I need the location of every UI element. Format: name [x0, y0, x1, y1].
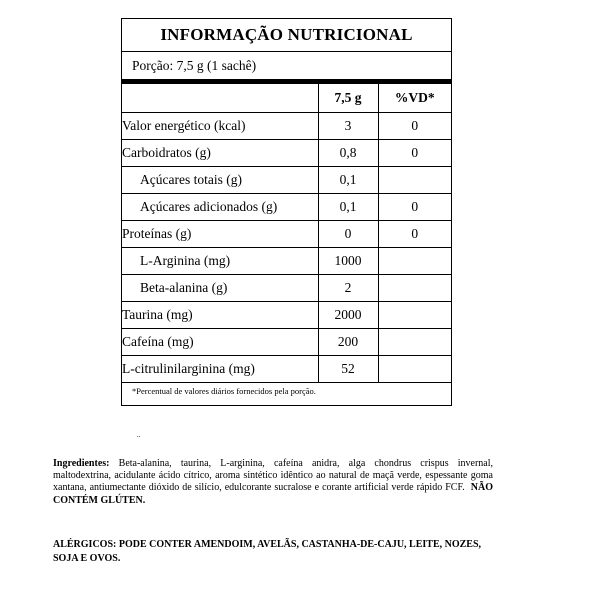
nutrient-name: L-citrulinilarginina (mg) — [122, 356, 318, 383]
nutrient-amount: 0,1 — [318, 194, 378, 221]
nutrient-vd: 0 — [378, 221, 451, 248]
nutrient-amount: 200 — [318, 329, 378, 356]
column-header-name — [122, 84, 318, 113]
table-row — [122, 302, 451, 329]
table-header-row — [122, 84, 451, 113]
ingredients-heading: Ingredientes: — [53, 458, 110, 469]
nutrient-amount: 0,8 — [318, 140, 378, 167]
table-row — [122, 248, 451, 275]
nutrient-name: Cafeína (mg) — [122, 329, 318, 356]
column-header-amount: 7,5 g — [318, 84, 378, 113]
nutrient-vd — [378, 275, 451, 302]
ingredients-text: Beta-alanina, taurina, L-arginina, cafeína anidra, alga chondrus crispus invernal, maltodextrina, acidulante ácido cítrico, aroma sintético idêntico ao natural de maçã verde, espessante goma xantana, antiumectante dióxido de silício, edulcorante sucralose e corante artificial verde rápido FCF. — [53, 458, 494, 494]
table-row — [122, 194, 451, 221]
nutrient-amount: 3 — [318, 113, 378, 140]
nutrient-name: Valor energético (kcal) — [122, 113, 318, 140]
nutrition-table — [122, 84, 451, 383]
nutrient-vd — [378, 356, 451, 383]
column-header-vd: %VD* — [378, 84, 451, 113]
table-footnote: *Percentual de valores diários fornecidos pela porção. — [132, 386, 316, 396]
nutrient-amount: 52 — [318, 356, 378, 383]
nutrient-vd — [378, 248, 451, 275]
nutrient-name: Açúcares adicionados (g) — [122, 194, 318, 221]
nutrient-amount: 2000 — [318, 302, 378, 329]
nutrient-name: Taurina (mg) — [122, 302, 318, 329]
nutrient-vd — [378, 302, 451, 329]
nutrient-vd: 0 — [378, 140, 451, 167]
table-row — [122, 356, 451, 383]
nutrition-facts-label — [121, 18, 452, 406]
nutrient-name: L-Arginina (mg) — [122, 248, 318, 275]
nutrient-amount: 0 — [318, 221, 378, 248]
nutrient-amount: 0,1 — [318, 167, 378, 194]
table-row — [122, 275, 451, 302]
gluten-statement: NÃO CONTÉM GLÚTEN. — [53, 482, 493, 506]
table-row — [122, 167, 451, 194]
nutrient-vd — [378, 329, 451, 356]
table-row — [122, 221, 451, 248]
table-row — [122, 140, 451, 167]
nutrient-name: Proteínas (g) — [122, 221, 318, 248]
nutrient-name: Carboidratos (g) — [122, 140, 318, 167]
allergens-statement: ALÉRGICOS: PODE CONTER AMENDOIM, AVELÃS, CASTANHA-DE-CAJU, LEITE, NOZES, SOJA E OVOS. — [53, 539, 482, 564]
nutrient-name: Beta-alanina (g) — [122, 275, 318, 302]
table-row — [122, 329, 451, 356]
ingredients-paragraph — [53, 458, 493, 507]
label-title: INFORMAÇÃO NUTRICIONAL — [122, 19, 451, 52]
nutrient-vd — [378, 167, 451, 194]
nutrient-vd: 0 — [378, 113, 451, 140]
nutrient-name: Açúcares totais (g) — [122, 167, 318, 194]
nutrient-amount: 2 — [318, 275, 378, 302]
table-row — [122, 113, 451, 140]
stray-mark: ¨ — [137, 434, 140, 444]
serving-size: Porção: 7,5 g (1 sachê) — [122, 52, 451, 84]
nutrient-amount: 1000 — [318, 248, 378, 275]
nutrient-vd: 0 — [378, 194, 451, 221]
